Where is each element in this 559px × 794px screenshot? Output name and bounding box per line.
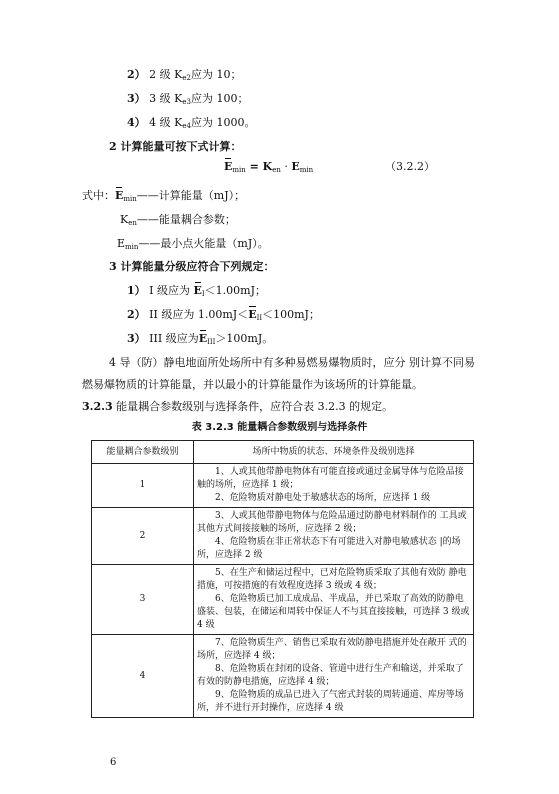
where-min-energy: $E_{min}——$最小点火能量（mJ）。 (117, 237, 269, 251)
item-k2: 2） 2 级 $K_{e2}$应为 10； (127, 68, 242, 82)
coupling-table (91, 440, 474, 718)
conditions-cell: 5、在生产和储运过程中，已对危险物质采取了其他有效防 静电措施，可按措施的有效程度选择 3 级或 4 级； 6、危险物质已加工成成品、半成品，并已采取了高效的防静电盛装、包装，在储运和周转中保证人不与其直接接触，可选择 3 级或 4 级 (194, 565, 474, 635)
where-coupling: $K_{en}——$能量耦合参数； (120, 213, 236, 227)
grading-intro: 3 计算能量分级应符合下列规定： (109, 260, 275, 273)
grade-2: 2） II 级应为 $1.00mJ<E_{II}<100mJ$； (127, 308, 320, 322)
grade-3: 3） III 级应为$E_{III}>100mJ$。 (127, 332, 274, 346)
calc-intro: 2 计算能量可按下式计算： (109, 140, 242, 153)
conditions-cell: 7、危险物质生产、销售已采取有效防静电措施并处在敞开 式的场所，应选择 4 级； 8、危险物质在封闭的设备、管道中进行生产和输送，并采取了有效的防静电措施，应选择 4 级； 9、危险物质的成品已进入了气密式封装的周转通道、库房等场所，并不进行开封操作，应选择 4 级 (194, 635, 474, 718)
item-k3: 3） 3 级 $K_{e3}$应为 100； (127, 92, 249, 106)
para4-line2: 燃易爆物质的计算能量，并以最小的计算能量作为该场所的计算能量。 (82, 378, 423, 391)
table-row (92, 508, 474, 565)
item-k4: 4） 4 级 $K_{e4}$应为 1000。 (127, 116, 256, 130)
where-energy: 式中：$E_{min}——$计算能量（mJ）； (82, 189, 246, 203)
level-cell: 1 (92, 464, 194, 508)
table-row (92, 635, 474, 718)
grade-1: 1） I 级应为 $E_I<1.00mJ$； (127, 284, 266, 298)
formula: $E_{min} = K_{en} \cdot E_{min}$ (224, 160, 314, 174)
table-row (92, 464, 474, 508)
conditions-cell: 1、人或其他带静电物体有可能直接或通过金属导体与危险品接触的场所，应选择 1 级； 2、危险物质对静电处于敏感状态的场所，应选择 1 级 (194, 464, 474, 508)
table-header-row (92, 441, 474, 464)
header-conditions: 场所中物质的状态、环境条件及级别选择 (194, 441, 474, 464)
level-cell: 4 (92, 635, 194, 718)
para4-line1: 4 导（防）静电地面所处场所中有多种易燃易爆物质时，应分 别计算不同易 (109, 356, 475, 369)
conditions-cell: 3、人或其他带静电物体与危险品通过防静电材料制作的 工具或其他方式间接接触的场所，应选择 2 级； 4、危险物质在非正常状态下有可能进入对静电敏感状态 |的场所，应选择 2 级 (194, 508, 474, 565)
header-level: 能量耦合参数级别 (92, 441, 194, 464)
clause-3-2-3: 3.2.3 能量耦合参数级别与选择条件，应符合表 3.2.3 的规定。 (82, 400, 394, 413)
equation-number: （3.2.2） (385, 160, 435, 173)
table-row (92, 565, 474, 635)
level-cell: 2 (92, 508, 194, 565)
page-number: 6 (110, 757, 117, 768)
table-title: 表 3.2.3 能量耦合参数级别与选择条件 (191, 422, 368, 433)
level-cell: 3 (92, 565, 194, 635)
